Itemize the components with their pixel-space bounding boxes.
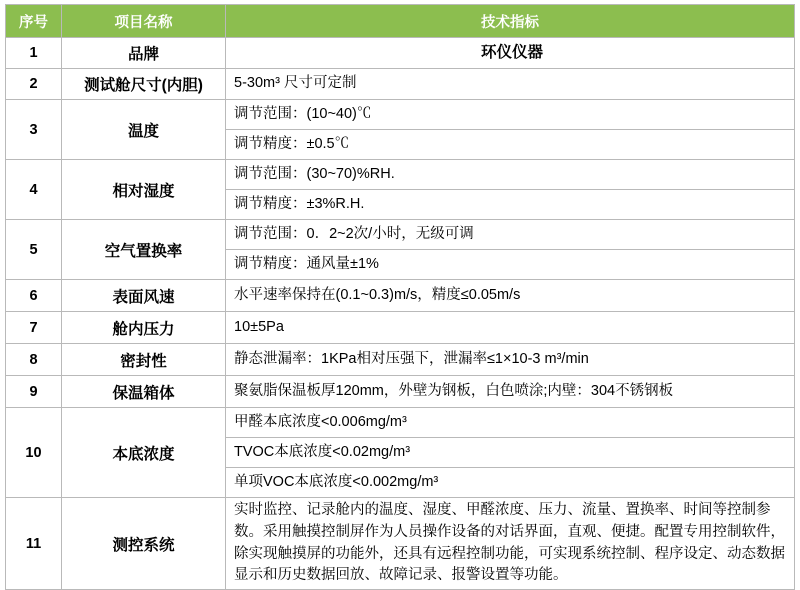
table-header-row bbox=[6, 5, 795, 38]
table-row bbox=[6, 344, 795, 376]
cell-no: 1 bbox=[6, 38, 62, 69]
cell-spec: 5-30m³ 尺寸可定制 bbox=[226, 69, 795, 100]
cell-name: 测控系统 bbox=[62, 498, 226, 590]
cell-name: 表面风速 bbox=[62, 280, 226, 312]
table-row bbox=[6, 280, 795, 312]
cell-name: 品牌 bbox=[62, 38, 226, 69]
cell-spec: 聚氨脂保温板厚120mm，外壁为钢板，白色喷涂;内壁：304不锈钢板 bbox=[226, 376, 795, 408]
column-header-no: 序号 bbox=[6, 5, 62, 38]
cell-no: 10 bbox=[6, 408, 62, 498]
table-row bbox=[6, 376, 795, 408]
cell-spec: 静态泄漏率：1KPa相对压强下，泄漏率≤1×10-3 m³/min bbox=[226, 344, 795, 376]
cell-spec: 10±5Pa bbox=[226, 312, 795, 344]
cell-name: 保温箱体 bbox=[62, 376, 226, 408]
cell-no: 4 bbox=[6, 160, 62, 220]
table-row bbox=[6, 38, 795, 69]
specification-table bbox=[5, 4, 795, 590]
cell-spec: 单项VOC本底浓度<0.002mg/m³ bbox=[226, 468, 795, 498]
cell-name: 温度 bbox=[62, 100, 226, 160]
cell-spec: 调节范围：(10~40)℃ bbox=[226, 100, 795, 130]
cell-no: 5 bbox=[6, 220, 62, 280]
cell-spec: 实时监控、记录舱内的温度、湿度、甲醛浓度、压力、流量、置换率、时间等控制参数。采用触摸控制屏作为人员操作设备的对话界面，直观、便捷。配置专用控制软件，除实现触摸屏的功能外，还具有远程控制功能，可实现系统控制、程序设定、动态数据显示和历史数据回放、故障记录、报警设置等功能。 bbox=[226, 498, 795, 590]
table-row bbox=[6, 160, 795, 190]
cell-spec: 甲醛本底浓度<0.006mg/m³ bbox=[226, 408, 795, 438]
table-row bbox=[6, 498, 795, 590]
cell-name: 密封性 bbox=[62, 344, 226, 376]
cell-spec: TVOC本底浓度<0.02mg/m³ bbox=[226, 438, 795, 468]
table-body bbox=[6, 38, 795, 590]
cell-name: 空气置换率 bbox=[62, 220, 226, 280]
cell-no: 7 bbox=[6, 312, 62, 344]
cell-spec: 调节精度：通风量±1% bbox=[226, 250, 795, 280]
cell-no: 2 bbox=[6, 69, 62, 100]
cell-no: 6 bbox=[6, 280, 62, 312]
column-header-spec: 技术指标 bbox=[226, 5, 795, 38]
table-header bbox=[6, 5, 795, 38]
table-row bbox=[6, 408, 795, 438]
cell-spec: 调节精度：±0.5℃ bbox=[226, 130, 795, 160]
cell-spec: 调节范围：(30~70)%RH. bbox=[226, 160, 795, 190]
cell-name: 测试舱尺寸(内胆) bbox=[62, 69, 226, 100]
table-row bbox=[6, 220, 795, 250]
table-row bbox=[6, 312, 795, 344]
cell-no: 3 bbox=[6, 100, 62, 160]
cell-spec: 调节精度：±3%R.H. bbox=[226, 190, 795, 220]
cell-no: 9 bbox=[6, 376, 62, 408]
cell-spec: 环仪仪器 bbox=[226, 38, 795, 69]
column-header-name: 项目名称 bbox=[62, 5, 226, 38]
cell-name: 舱内压力 bbox=[62, 312, 226, 344]
cell-spec: 水平速率保持在(0.1~0.3)m/s，精度≤0.05m/s bbox=[226, 280, 795, 312]
table-row bbox=[6, 100, 795, 130]
cell-name: 相对湿度 bbox=[62, 160, 226, 220]
cell-spec: 调节范围：0．2~2次/小时，无级可调 bbox=[226, 220, 795, 250]
cell-no: 8 bbox=[6, 344, 62, 376]
table-row bbox=[6, 69, 795, 100]
cell-name: 本底浓度 bbox=[62, 408, 226, 498]
cell-no: 11 bbox=[6, 498, 62, 590]
